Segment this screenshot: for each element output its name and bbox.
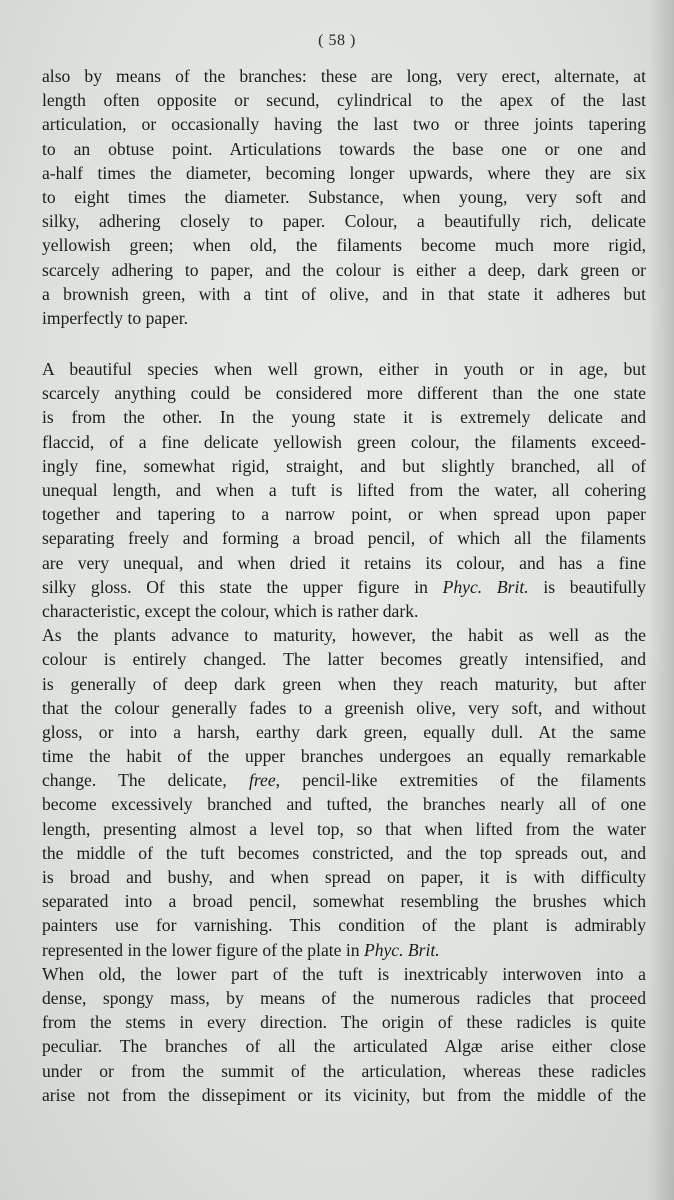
text-segment: change. The delicate,: [42, 770, 227, 791]
italic-reference: Phyc. Brit.: [363, 939, 440, 960]
text-line: scarcely anything could be considered more different than the one state: [42, 383, 646, 404]
text-line: under or from the summit of the articulation, whereas these radicles: [42, 1060, 646, 1081]
text-line-with-italic: [42, 768, 646, 792]
text-line: is from the other. In the young state it is extremely delicate and: [42, 407, 646, 428]
text-line: separating freely and forming a broad pencil, of which all the filaments: [42, 528, 646, 549]
text-line: that the colour generally fades to a greenish olive, very soft, and without: [42, 697, 646, 718]
italic-reference: Phyc. Brit.: [442, 576, 529, 597]
text-line: also by means of the branches: these are long, very erect, alternate, at: [42, 66, 646, 86]
italic-word: free: [248, 770, 276, 791]
paragraph-1: [42, 64, 646, 330]
text-line: together and tapering to a narrow point, or when spread upon paper: [42, 504, 646, 525]
text-line: yellowish green; when old, the filaments become much more rigid,: [42, 235, 646, 256]
paragraph-2: [42, 357, 646, 623]
paragraph-gap: [42, 330, 646, 357]
text-line: silky, adhering closely to paper. Colour, a beautifully rich, delicate: [42, 211, 646, 232]
text-line: gloss, or into a harsh, earthy dark green, equally dull. At the same: [42, 721, 646, 742]
text-line-with-italic: [42, 575, 646, 599]
text-line: peculiar. The branches of all the articulated Algæ arise either close: [42, 1036, 646, 1057]
text-line: imperfectly to paper.: [42, 307, 189, 328]
text-line: a brownish green, with a tint of olive, and in that state it adheres but: [42, 283, 646, 304]
text-line: are very unequal, and when dried it retains its colour, and has a fine: [42, 552, 646, 573]
text-line: When old, the lower part of the tuft is inextricably interwoven into a: [42, 963, 646, 984]
text-line: arise not from the dissepiment or its vicinity, but from the middle of the: [42, 1084, 646, 1105]
text-line: to eight times the diameter. Substance, when young, very soft and: [42, 186, 646, 207]
text-line: painters use for varnishing. This condition of the plant is admirably: [42, 915, 646, 936]
text-line: colour is entirely changed. The latter becomes greatly intensified, and: [42, 649, 646, 670]
text-segment: is beautifully: [543, 576, 646, 597]
text-line: flaccid, of a fine delicate yellowish green colour, the filaments exceed-: [42, 431, 646, 452]
text-line: is generally of deep dark green when they reach maturity, but after: [42, 673, 646, 694]
text-line: the middle of the tuft becomes constricted, and the top spreads out, and: [42, 842, 646, 863]
text-line: a-half times the diameter, becoming longer upwards, where they are six: [42, 162, 646, 183]
text-line: A beautiful species when well grown, either in youth or in age, but: [42, 359, 646, 380]
text-line: separated into a broad pencil, somewhat resembling the brushes which: [42, 891, 646, 912]
text-line: length often opposite or secund, cylindrical to the apex of the last: [42, 90, 646, 111]
text-line: characteristic, except the colour, which is rather dark.: [42, 600, 419, 621]
paragraph-4: [42, 962, 646, 1107]
text-line: unequal length, and when a tuft is lifted from the water, all cohering: [42, 480, 646, 500]
page-number: ( 58 ): [318, 32, 356, 49]
text-line: As the plants advance to maturity, however, the habit as well as the: [42, 625, 646, 646]
text-line: time the habit of the upper branches undergoes an equally remarkable: [42, 746, 646, 767]
text-line: articulation, or occasionally having the last two or three joints tapering: [42, 114, 646, 135]
text-line: become excessively branched and tufted, the branches nearly all of one: [42, 794, 646, 815]
text-segment: , pencil-like extremities of the filaments: [275, 770, 647, 791]
text-line: scarcely adhering to paper, and the colour is either a deep, dark green or: [42, 259, 646, 280]
body-text: [42, 64, 646, 1107]
text-line: is broad and bushy, and when spread on paper, it is with difficulty: [42, 867, 646, 887]
text-line: ingly fine, somewhat rigid, straight, and but slightly branched, all of: [42, 455, 646, 476]
text-line: length, presenting almost a level top, so that when lifted from the water: [42, 818, 646, 839]
text-line: from the stems in every direction. The origin of these radicles is quite: [42, 1012, 646, 1033]
text-line: to an obtuse point. Articulations towards the base one or one and: [42, 138, 646, 159]
page-gutter-shadow: [648, 0, 674, 1200]
text-segment: represented in the lower figure of the plate in: [42, 939, 360, 960]
text-line: dense, spongy mass, by means of the numerous radicles that proceed: [42, 987, 646, 1008]
paragraph-3: [42, 623, 646, 962]
text-segment: silky gloss. Of this state the upper figure in: [42, 576, 428, 597]
text-line-with-italic: [42, 938, 646, 962]
